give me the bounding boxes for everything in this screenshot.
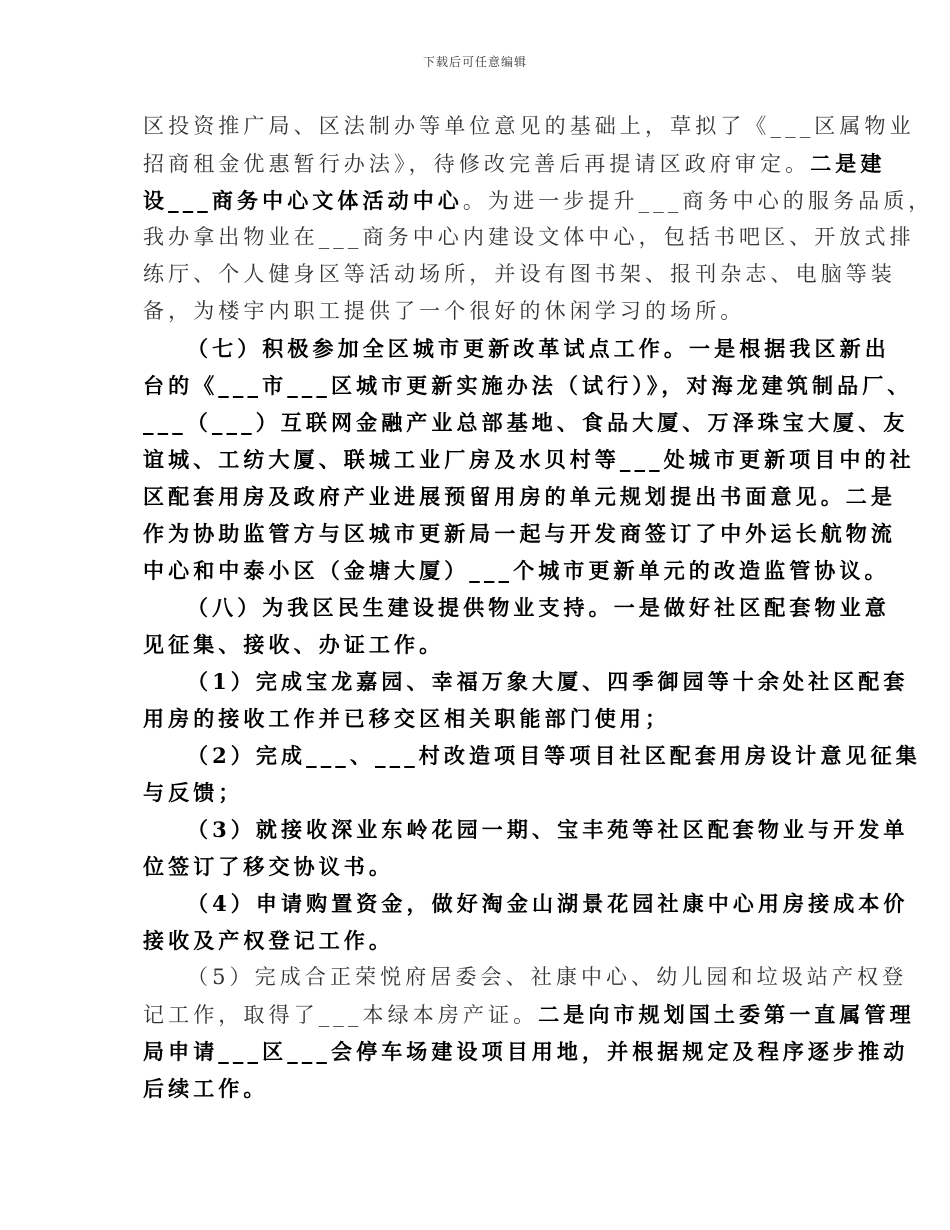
text-line <box>143 404 909 441</box>
text-line <box>143 848 811 885</box>
text-run: 记工作，取得了___本绿本房产证。 <box>143 1003 539 1027</box>
text-run: （3）就接收深业东岭花园一期、宝丰苑等社区配套物业与开发单 <box>187 817 909 842</box>
text-line <box>143 1033 909 1070</box>
text-run: （七）积极参加全区城市更新改革试点工作。一是根据我区新出 <box>187 336 890 361</box>
text-run: 后续工作。 <box>143 1076 269 1101</box>
text-run: 。为进一步提升___商务中心的服务品质， <box>462 189 934 213</box>
text-run: ___（___）互联网金融产业总部基地、食品大厦、万泽珠宝大厦、友 <box>143 410 909 435</box>
text-line <box>143 330 890 367</box>
text-line <box>143 885 909 922</box>
text-line <box>143 145 886 182</box>
text-line <box>143 256 896 293</box>
text-run: 局申请___区___会停车场建设项目用地，并根据规定及程序逐步推动 <box>143 1039 909 1064</box>
text-line <box>143 922 811 959</box>
text-line <box>143 774 811 811</box>
text-line <box>143 367 913 404</box>
text-line <box>143 1070 811 1107</box>
text-run: 二是建 <box>810 151 886 176</box>
text-run: 接收及产权登记工作。 <box>143 928 394 953</box>
text-line <box>143 552 890 589</box>
page-header: 下载后可任意编辑 <box>422 55 527 69</box>
text-line <box>143 182 934 219</box>
text-line <box>143 996 915 1033</box>
text-run: 二是向市规划国土委第一直属管理 <box>538 1002 915 1027</box>
text-run: （4）申请购置资金，做好淘金山湖景花园社康中心用房接成本价 <box>187 891 909 916</box>
text-run: 练厅、个人健身区等活动场所，并设有图书架、报刊杂志、电脑等装 <box>143 262 896 286</box>
document-body <box>143 108 934 1107</box>
text-line <box>143 108 915 145</box>
text-run: 我办拿出物业在___商务中心内建设文体中心，包括书吧区、开放式排 <box>143 225 915 249</box>
text-run: 作为协助监管方与区城市更新局一起与开发商签订了中外运长航物流 <box>143 521 896 546</box>
text-line <box>143 589 890 626</box>
text-run: 用房的接收工作并已移交区相关职能部门使用； <box>143 706 671 731</box>
text-run: 与反馈； <box>143 780 244 805</box>
text-run: 设___商务中心文体活动中心 <box>143 188 463 213</box>
text-run: 招商租金优惠暂行办法》，待修改完善后再提请区政府审定。 <box>143 152 811 176</box>
text-run: （1）完成宝龙嘉园、幸福万象大厦、四季御园等十余处社区配套 <box>187 669 909 694</box>
text-run: （5）完成合正荣悦府居委会、社康中心、幼儿园和垃圾站产权登 <box>187 965 908 989</box>
text-line <box>143 663 909 700</box>
text-line <box>143 626 811 663</box>
text-run: （2）完成___、___村改造项目等项目社区配套用房设计意见征集 <box>187 743 921 768</box>
text-run: 位签订了移交协议书。 <box>143 854 394 879</box>
text-run: 中心和中泰小区（金塘大厦）___个城市更新单元的改造监管协议。 <box>143 558 890 583</box>
text-line <box>143 959 908 996</box>
text-line <box>143 700 811 737</box>
text-run: 区投资推广局、区法制办等单位意见的基础上，草拟了《___区属物业 <box>143 114 915 138</box>
text-run: 备，为楼宇内职工提供了一个很好的休闲学习的场所。 <box>143 299 746 323</box>
text-line <box>143 478 896 515</box>
text-line <box>143 811 909 848</box>
text-run: （八）为我区民生建设提供物业支持。一是做好社区配套物业意 <box>187 595 890 620</box>
text-line <box>143 515 896 552</box>
text-run: 台的《___市___区城市更新实施办法（试行）》，对海龙建筑制品厂、 <box>143 373 913 398</box>
text-run: 区配套用房及政府产业进展预留用房的单元规划提出书面意见。二是 <box>143 484 896 509</box>
text-line <box>143 737 921 774</box>
text-run: 谊城、工纺大厦、联城工业厂房及水贝村等___处城市更新项目中的社 <box>143 447 915 472</box>
text-line <box>143 293 811 330</box>
text-line <box>143 441 915 478</box>
text-run: 见征集、接收、办证工作。 <box>143 632 445 657</box>
text-line <box>143 219 915 256</box>
